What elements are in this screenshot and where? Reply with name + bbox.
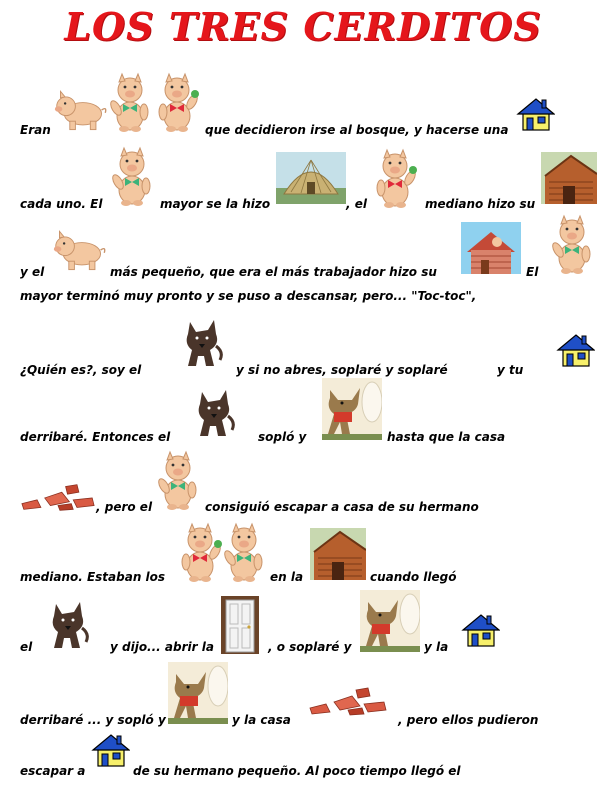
text-line: , o soplaré y — [268, 640, 352, 654]
text-line: y la — [424, 640, 449, 654]
pig-icon — [373, 148, 417, 208]
text-line: mediano. Estaban los — [20, 570, 166, 584]
wolf-blowing-icon — [322, 378, 382, 440]
text-line: mediano hizo su — [425, 197, 536, 211]
text-line: el — [20, 640, 33, 654]
rubble-icon — [20, 482, 96, 512]
wood-house-icon — [310, 528, 366, 580]
text-line: sopló y — [258, 430, 307, 444]
house-icon — [555, 332, 595, 368]
pig-icon — [110, 72, 150, 132]
text-line: cuando llegó — [370, 570, 457, 584]
pig-icon — [158, 450, 198, 510]
wolf-icon — [46, 598, 90, 650]
pig-icon — [552, 214, 592, 274]
text-line: derribaré ... y sopló y — [20, 713, 166, 727]
text-line: en la — [270, 570, 304, 584]
straw-hut-icon — [276, 148, 346, 208]
pig-icon — [155, 72, 199, 132]
text-line: consiguió escapar a casa de su hermano — [205, 500, 479, 514]
wood-house-icon — [541, 152, 597, 204]
page-title: LOS TRES CERDITOS — [64, 4, 542, 49]
text-line: , pero el — [96, 500, 153, 514]
house-icon — [515, 96, 555, 132]
text-line: más pequeño, que era el más trabajador hizo su — [110, 265, 437, 279]
pig-icon — [178, 522, 222, 582]
pig-icon — [52, 228, 108, 272]
text-line: y si no abres, soplaré y soplaré — [236, 363, 448, 377]
text-line: El — [526, 265, 539, 279]
text-line: de su hermano pequeño. Al poco tiempo llegó el — [133, 764, 461, 778]
brick-house-icon — [461, 222, 521, 274]
text-line: escapar a — [20, 764, 86, 778]
text-line: que decidieron irse al bosque, y hacerse una — [205, 123, 509, 137]
pig-icon — [224, 522, 264, 582]
text-line: mayor se la hizo — [160, 197, 271, 211]
house-icon — [460, 612, 500, 648]
text-line: , pero ellos pudieron — [398, 713, 539, 727]
text-line: y el — [20, 265, 45, 279]
text-line: derribaré. Entonces el — [20, 430, 171, 444]
text-line: cada uno. El — [20, 197, 103, 211]
wolf-icon — [192, 386, 236, 438]
wolf-icon — [180, 316, 224, 368]
text-line: y la casa — [232, 713, 291, 727]
text-line: mayor terminó muy pronto y se puso a descansar, pero... "Toc-toc", — [20, 289, 477, 303]
pig-icon — [53, 88, 109, 132]
rubble-icon — [308, 686, 388, 716]
text-line: ¿Quién es?, soy el — [20, 363, 142, 377]
text-line: hasta que la casa — [387, 430, 506, 444]
wolf-blowing-icon — [360, 590, 420, 652]
text-line: , el — [346, 197, 367, 211]
door-icon — [220, 594, 260, 656]
text-line: y dijo... abrir la — [110, 640, 214, 654]
text-line: Eran — [20, 123, 51, 137]
text-line: y tu — [497, 363, 524, 377]
wolf-blowing-icon — [168, 662, 228, 724]
pig-icon — [112, 146, 152, 206]
house-icon — [90, 732, 130, 768]
